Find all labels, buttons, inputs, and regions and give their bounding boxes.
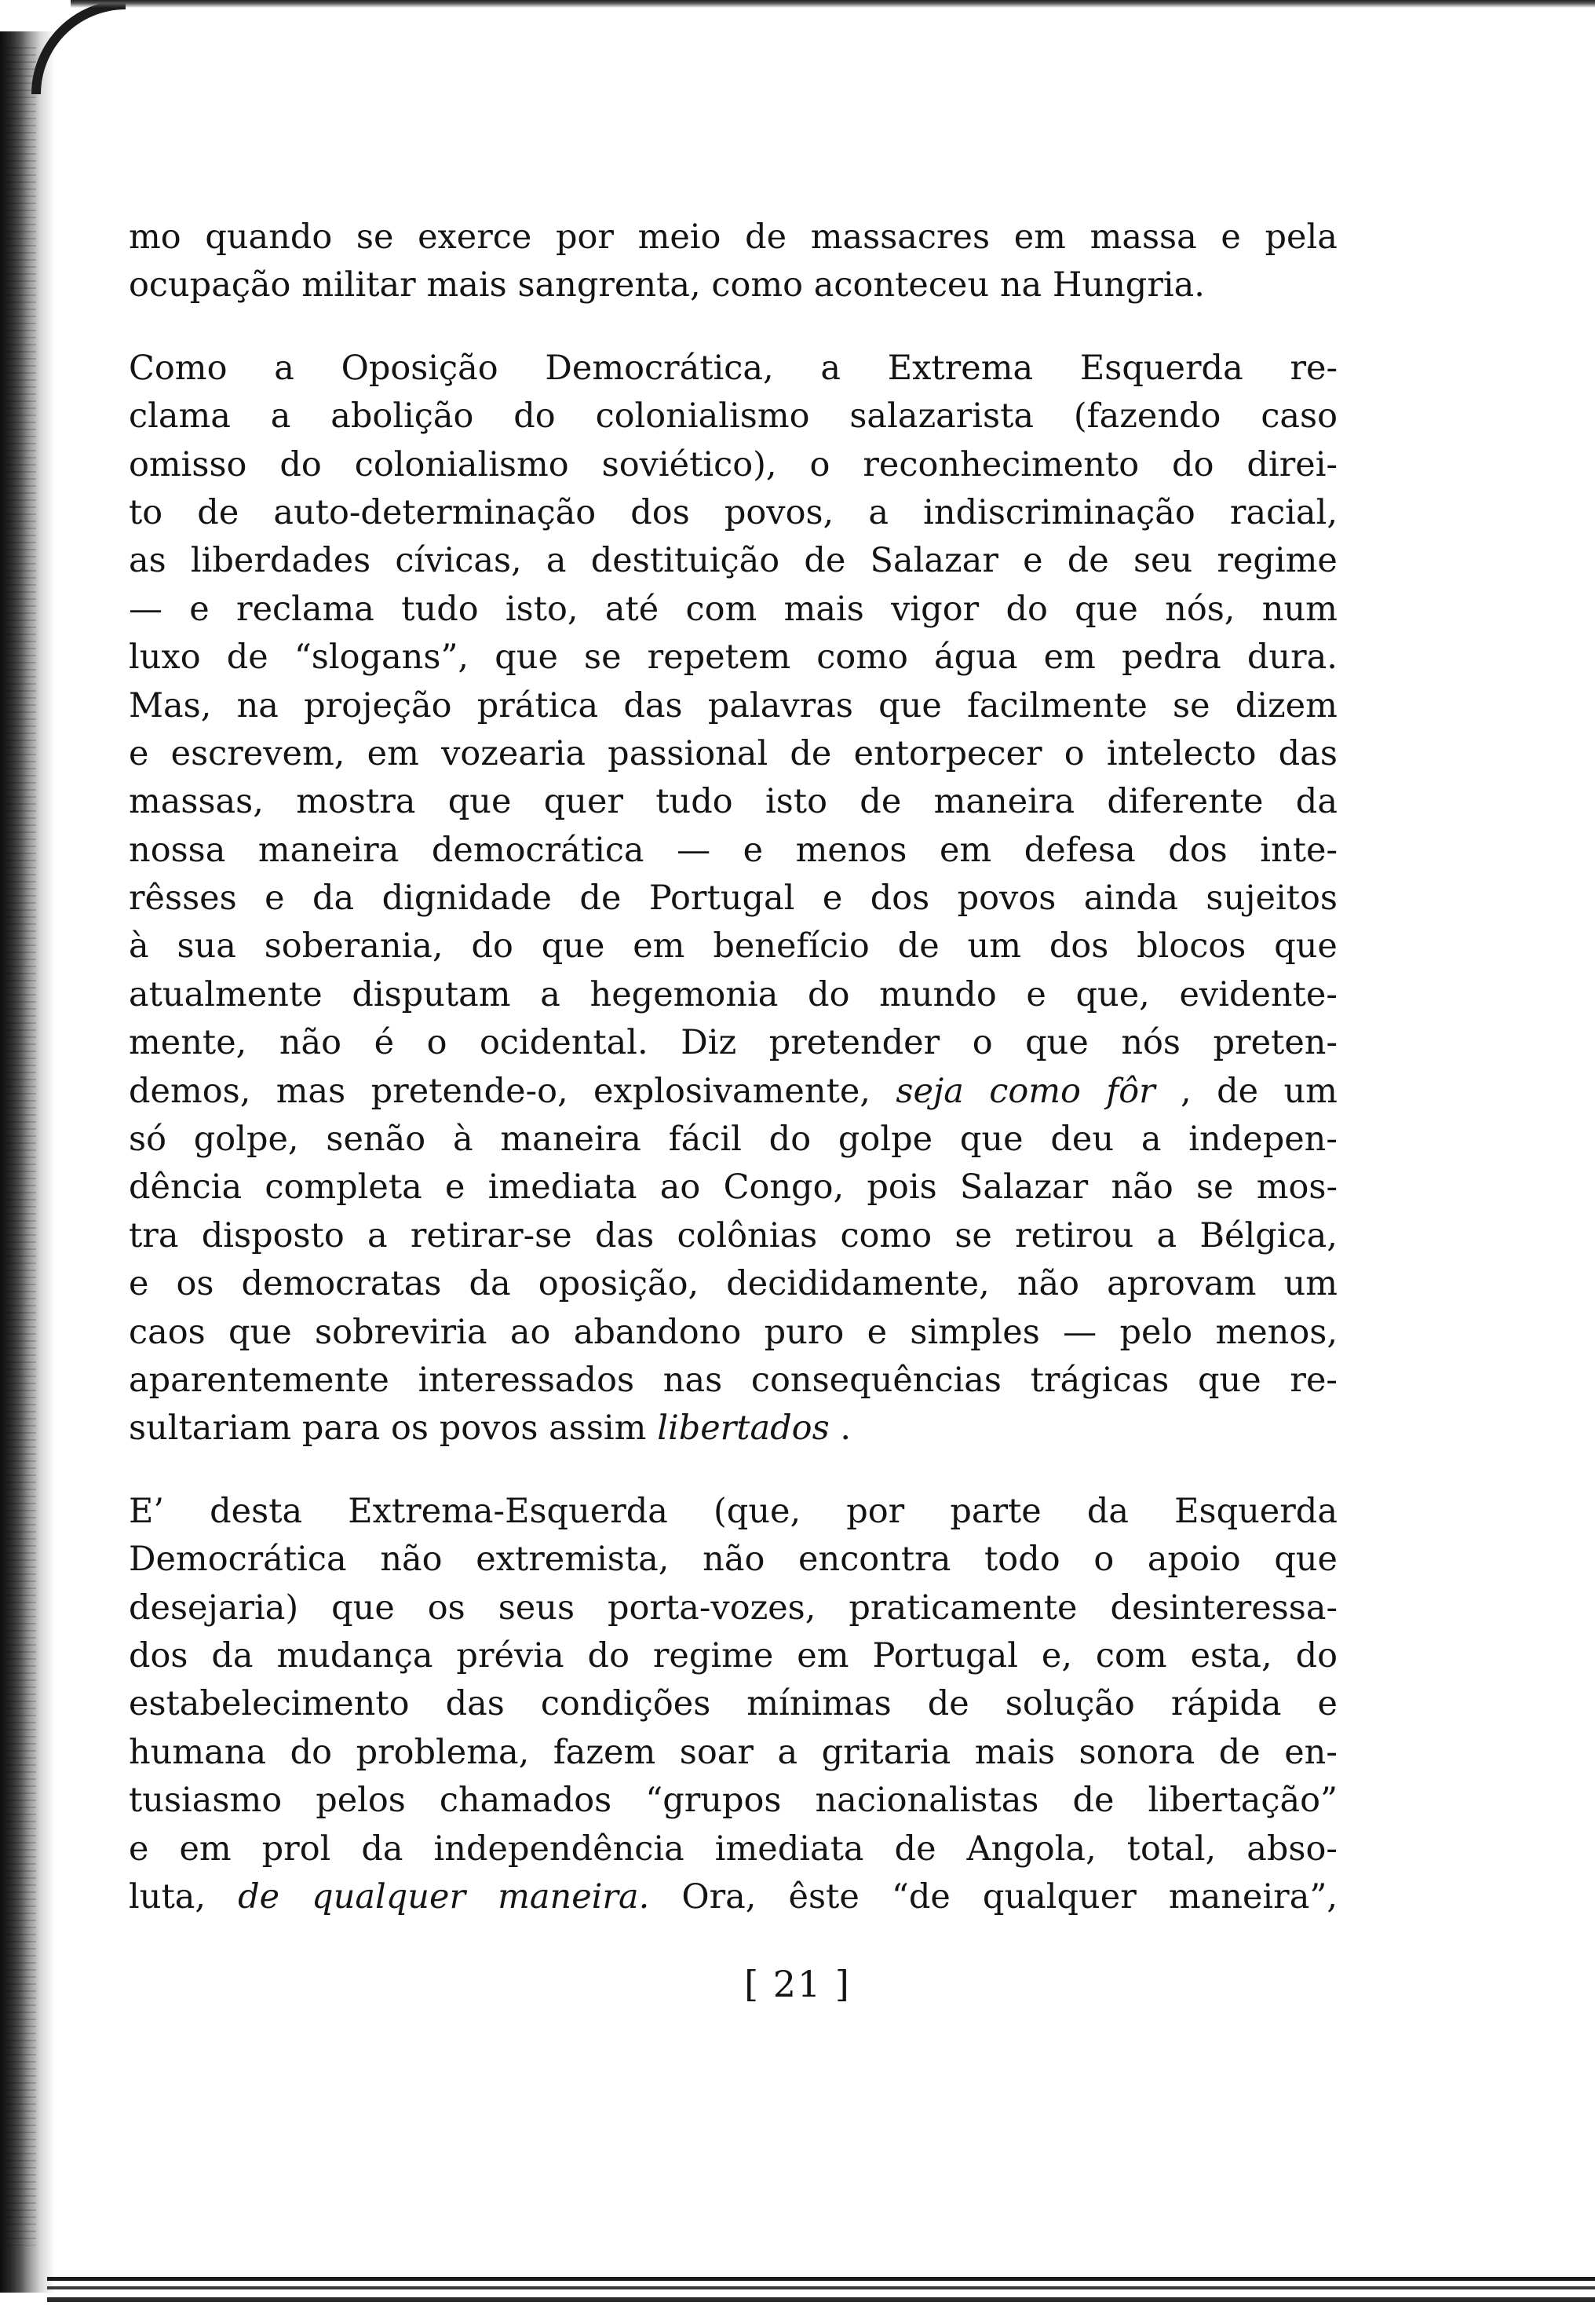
text-line: ocupação militar mais sangrenta, como aconteceu na Hungria. — [129, 265, 1205, 305]
body-text — [129, 214, 1338, 1921]
paragraph — [129, 214, 1338, 310]
page-number: [ 21 ] — [744, 1963, 851, 2005]
bottom-edge-line-2 — [47, 2297, 1595, 2302]
top-edge-shadow — [71, 0, 1595, 8]
text-line: desejaria) que os seus porta-vozes, praticamente desinteressa- — [129, 1588, 1338, 1628]
text-line: nossa maneira democrática — e menos em defesa dos inte- — [129, 830, 1338, 870]
text-line: rêsses e da dignidade de Portugal e dos povos ainda sujeitos — [129, 879, 1338, 919]
text-line: humana do problema, fazem soar a gritaria mais sonora de en- — [129, 1732, 1338, 1772]
text-line: mo quando se exerce por meio de massacres em massa e pela — [129, 217, 1338, 257]
text-line: — e reclama tudo isto, até com mais vigor do que nós, num — [129, 589, 1338, 629]
text-line: demos, mas pretende-o, explosivamente, seja como fôr , de um — [129, 1071, 1338, 1111]
text-line: mente, não é o ocidental. Diz pretender o que nós preten- — [129, 1023, 1338, 1063]
page-corner-curl — [31, 0, 126, 94]
text-line: atualmente disputam a hegemonia do mundo e que, evidente- — [129, 974, 1338, 1014]
text-line: e em prol da independência imediata de Angola, total, abso- — [129, 1829, 1338, 1869]
text-line: luta, de qualquer maneira. Ora, êste “de qualquer maneira”, — [129, 1876, 1338, 1917]
text-line: dos da mudança prévia do regime em Portugal e, com esta, do — [129, 1635, 1338, 1675]
paragraph-gap — [129, 1453, 1338, 1488]
text-line: sultariam para os povos assim libertados . — [129, 1409, 852, 1449]
text-line: só golpe, senão à maneira fácil do golpe que deu a indepen- — [129, 1120, 1338, 1160]
text-line: caos que sobreviria ao abandono puro e simples — pelo menos, — [129, 1312, 1338, 1352]
text-line: omisso do colonialismo soviético), o reconhecimento do direi- — [129, 444, 1338, 484]
text-line: E’ desta Extrema-Esquerda (que, por parte da Esquerda — [129, 1491, 1338, 1531]
text-line: dência completa e imediata ao Congo, pois Salazar não se mos- — [129, 1167, 1338, 1208]
text-line: à sua soberania, do que em benefício de um dos blocos que — [129, 926, 1338, 967]
paragraph — [129, 1488, 1338, 1922]
paragraph — [129, 345, 1338, 1453]
text-line: estabelecimento das condições mínimas de solução rápida e — [129, 1684, 1338, 1724]
text-line: clama a abolição do colonialismo salazarista (fazendo caso — [129, 396, 1338, 437]
text-line: Mas, na projeção prática das palavras que facilmente se dizem — [129, 685, 1338, 725]
text-line: luxo de “slogans”, que se repetem como água em pedra dura. — [129, 638, 1338, 678]
text-line: tusiasmo pelos chamados “grupos nacionalistas de libertação” — [129, 1781, 1338, 1821]
text-line: Democrática não extremista, não encontra todo o apoio que — [129, 1540, 1338, 1580]
text-line: massas, mostra que quer tudo isto de maneira diferente da — [129, 782, 1338, 822]
text-line: as liberdades cívicas, a destituição de Salazar e de seu regime — [129, 541, 1338, 581]
text-line: e os democratas da oposição, decididamente, não aprovam um — [129, 1264, 1338, 1304]
text-line: Como a Oposição Democrática, a Extrema Esquerda re- — [129, 348, 1338, 388]
binding-texture — [5, 47, 36, 2245]
text-line: e escrevem, em vozearia passional de entorpecer o intelecto das — [129, 733, 1338, 773]
text-line: aparentemente interessados nas consequências trágicas que re- — [129, 1360, 1338, 1400]
paragraph-gap — [129, 310, 1338, 345]
bottom-edge-line — [47, 2277, 1595, 2289]
text-line: to de auto-determinação dos povos, a indiscriminação racial, — [129, 492, 1338, 532]
text-line: tra disposto a retirar-se das colônias como se retirou a Bélgica, — [129, 1215, 1338, 1255]
